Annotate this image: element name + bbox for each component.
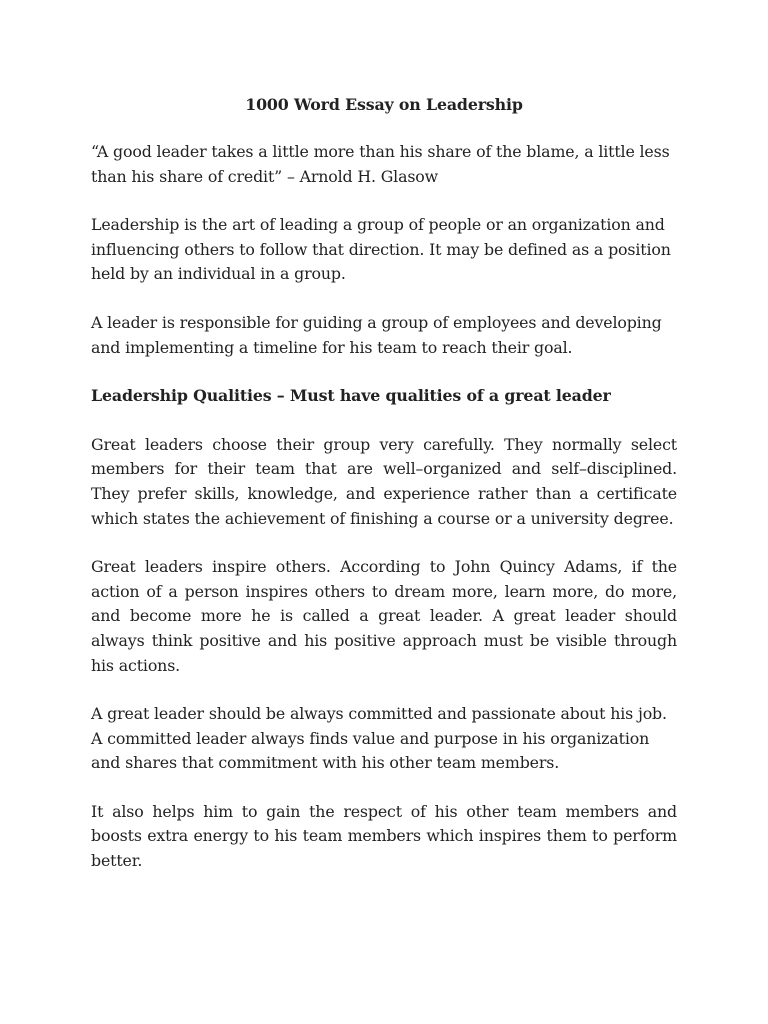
document-title: 1000 Word Essay on Leadership (245, 95, 523, 114)
paragraph-commitment: A great leader should be always committed and passionate about his job. A committed leader always finds value and purpose in his organization and shares that commitment with his other team members. (91, 704, 667, 773)
paragraph-choose-group: Great leaders choose their group very carefully. They normally select members for their team that are well–organized and self–disciplined. They prefer skills, knowledge, and experience rather than a certificate which states the achievement of finishing a course or a university degree. (91, 434, 677, 528)
paragraph-definition: Leadership is the art of leading a group of people or an organization and influencing others to follow that direction. It may be defined as a position held by an individual in a group. (91, 215, 671, 284)
paragraph-inspire-others: Great leaders inspire others. According to John Quincy Adams, if the action of a person inspires others to dream more, learn more, do more, and become more he is called a great leader. A great leader should always think positive and his positive approach must be visible through his actions. (91, 557, 677, 675)
opening-quote: “A good leader takes a little more than his share of the blame, a little less than his share of credit” – Arnold H. Glasow (91, 142, 670, 186)
document-body (91, 93, 677, 898)
section-heading: Leadership Qualities – Must have qualities of a great leader (91, 386, 611, 406)
paragraph-respect: It also helps him to gain the respect of his other team members and boosts extra energy to his team members which inspires them to perform better. (91, 801, 677, 871)
paragraph-responsibility: A leader is responsible for guiding a group of employees and developing and implementing a timeline for his team to reach their goal. (91, 312, 662, 357)
